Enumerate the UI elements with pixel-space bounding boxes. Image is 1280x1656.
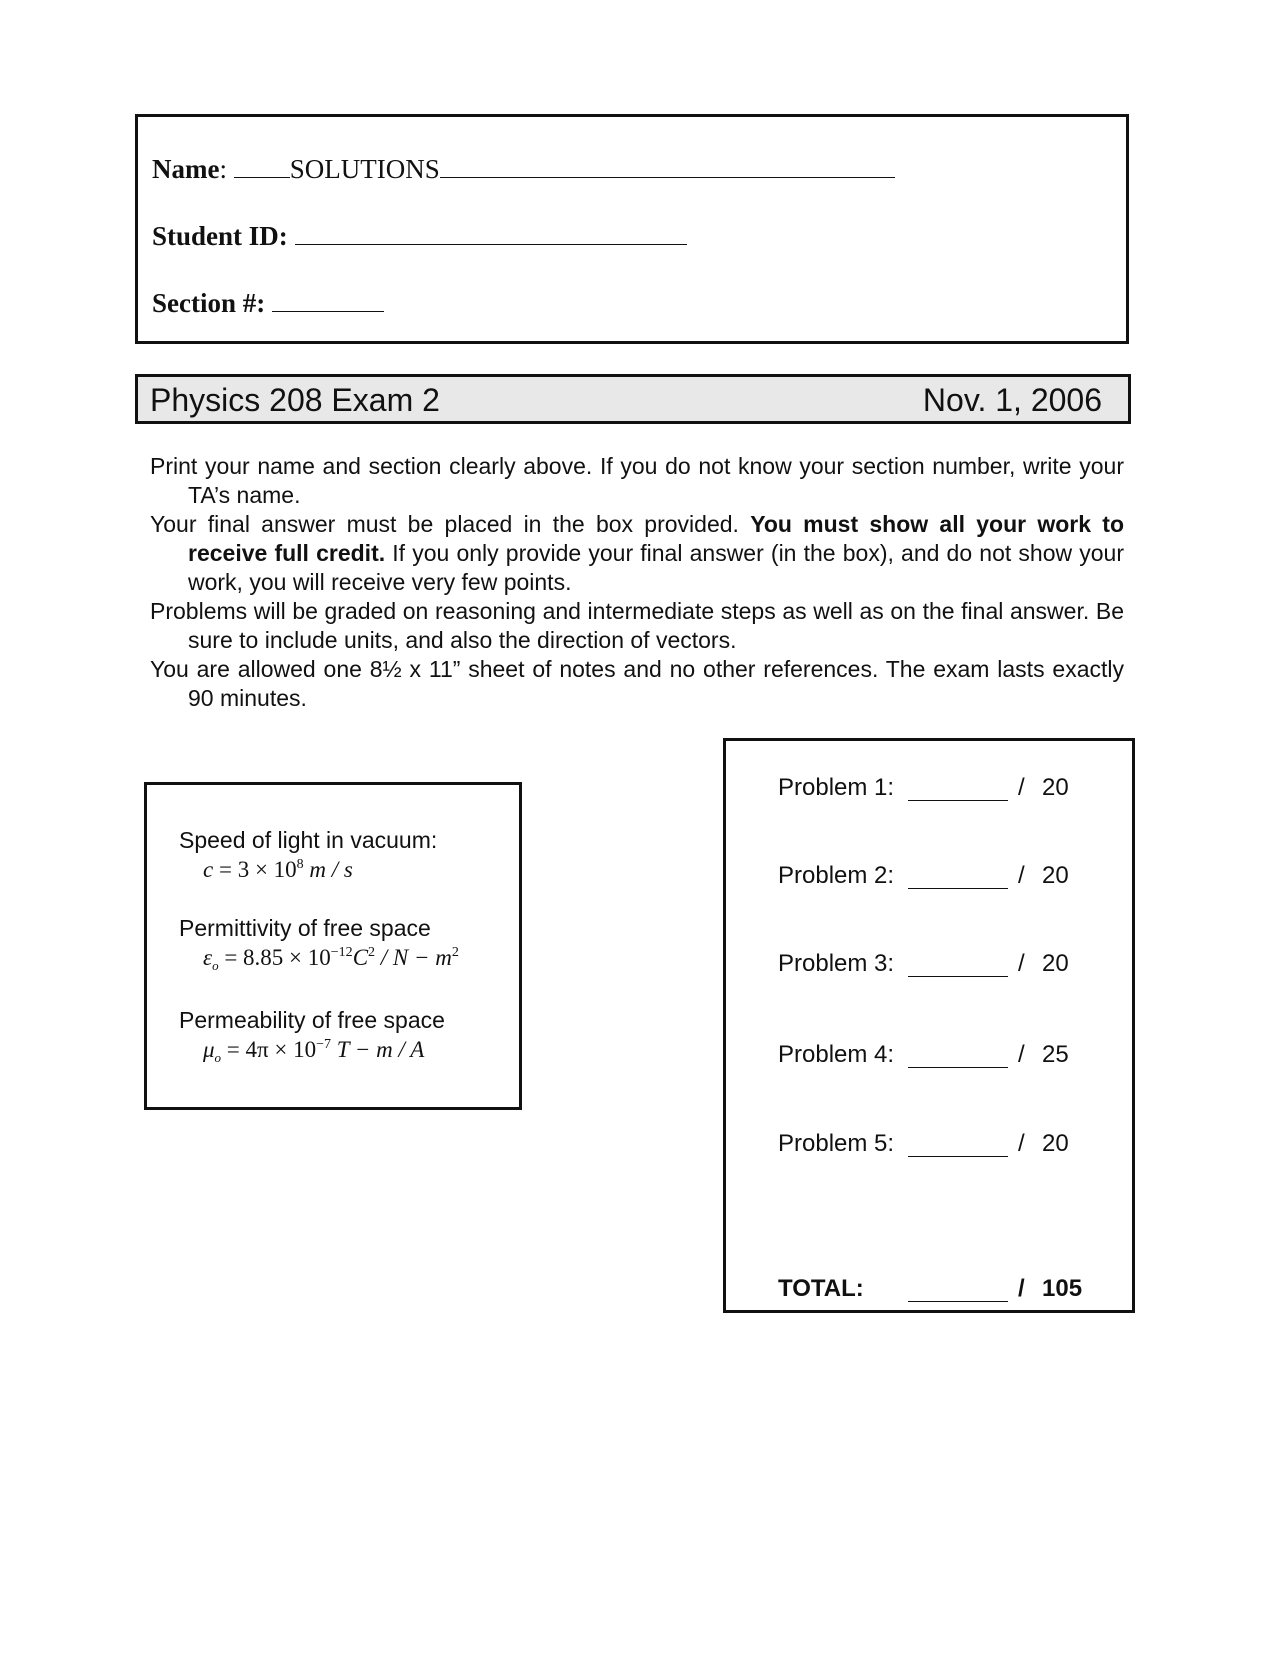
- total-slash: /: [1018, 1275, 1025, 1302]
- permittivity-subscript: o: [212, 958, 219, 973]
- instruction-2-text-a: Your final answer must be placed in the box provided.: [150, 511, 751, 537]
- score-slash: /: [1018, 1041, 1025, 1068]
- instruction-2-bold: You must show all your work to receive full credit.: [188, 511, 1125, 566]
- exam-title: Physics 208 Exam 2: [150, 382, 440, 418]
- score-blank[interactable]: [908, 976, 1008, 977]
- name-label: Name: [152, 154, 220, 184]
- name-value[interactable]: SOLUTIONS: [289, 154, 440, 184]
- score-label: Problem 3:: [778, 950, 895, 977]
- total-label: TOTAL:: [778, 1275, 864, 1302]
- score-max: 25: [1042, 1041, 1069, 1068]
- section-blank[interactable]: [272, 285, 384, 312]
- permittivity-unit-rest: / N − m: [375, 945, 452, 970]
- instruction-1: Print your name and section clearly above. If you do not know your section number, write your TA’s name.: [150, 453, 1124, 508]
- permittivity-unit-m-exp: 2: [451, 945, 459, 960]
- score-slash: /: [1018, 1130, 1025, 1157]
- light-value: = 3 × 10: [213, 857, 297, 882]
- score-blank[interactable]: [908, 1156, 1008, 1157]
- score-box: [723, 738, 1135, 1313]
- score-row-problem-3: [778, 950, 1118, 980]
- total-blank[interactable]: [908, 1301, 1008, 1302]
- score-row-problem-5: [778, 1130, 1118, 1160]
- score-blank[interactable]: [908, 888, 1008, 889]
- score-row-problem-2: [778, 862, 1118, 892]
- exam-title-bar: [135, 374, 1131, 424]
- light-exponent: 8: [296, 857, 304, 872]
- permittivity-exponent: −12: [330, 945, 353, 960]
- section-field: [152, 285, 384, 319]
- light-unit: m / s: [303, 857, 353, 882]
- score-label: Problem 5:: [778, 1130, 895, 1157]
- permittivity-unit-c-exp: 2: [368, 945, 376, 960]
- exam-date: Nov. 1, 2006: [922, 382, 1102, 418]
- student-id-label: Student ID:: [152, 221, 288, 251]
- permeability-unit: T − m / A: [331, 1037, 425, 1062]
- student-info-box: [135, 114, 1129, 344]
- score-slash: /: [1018, 774, 1025, 801]
- instruction-4: You are allowed one 8½ x 11” sheet of notes and no other references. The exam lasts exactly 90 minutes.: [150, 656, 1124, 711]
- permeability-exponent: −7: [316, 1037, 332, 1052]
- score-row-problem-1: [778, 774, 1118, 804]
- score-slash: /: [1018, 950, 1025, 977]
- light-label: Speed of light in vacuum:: [179, 827, 438, 853]
- score-row-problem-4: [778, 1041, 1118, 1071]
- name-blank-trailing[interactable]: [440, 151, 895, 178]
- score-blank[interactable]: [908, 1067, 1008, 1068]
- student-id-blank[interactable]: [295, 218, 687, 245]
- permittivity-unit-c: C: [352, 945, 369, 970]
- permeability-subscript: o: [214, 1050, 222, 1065]
- score-label: Problem 2:: [778, 862, 895, 889]
- score-blank[interactable]: [908, 800, 1008, 801]
- total-max: 105: [1042, 1275, 1083, 1302]
- light-symbol: c: [203, 857, 214, 882]
- instruction-3: Problems will be graded on reasoning and intermediate steps as well as on the final answer. Be sure to include units, and also the direction of vectors.: [150, 598, 1124, 653]
- permittivity-label: Permittivity of free space: [179, 915, 431, 941]
- section-label: Section #:: [152, 288, 266, 318]
- score-max: 20: [1042, 1130, 1069, 1157]
- light-equation: [203, 857, 353, 883]
- name-blank-leading[interactable]: [234, 151, 290, 178]
- student-id-field: [152, 218, 687, 252]
- instruction-2-text-b: If you only provide your final answer (in the box), and do not show your work, you will receive very few points.: [188, 540, 1124, 595]
- score-max: 20: [1042, 950, 1069, 977]
- score-label: Problem 4:: [778, 1041, 895, 1068]
- score-row-total: [778, 1275, 1118, 1305]
- name-field: [152, 151, 895, 185]
- permittivity-value: = 8.85 × 10: [218, 945, 331, 970]
- permeability-label: Permeability of free space: [179, 1007, 445, 1033]
- name-colon: :: [219, 154, 227, 184]
- permeability-equation: [203, 1037, 424, 1066]
- permittivity-equation: [203, 945, 459, 974]
- permeability-symbol: μ: [203, 1037, 215, 1062]
- instructions: [150, 452, 1124, 713]
- permeability-value: = 4π × 10: [221, 1037, 317, 1062]
- constants-box: [144, 782, 522, 1110]
- score-max: 20: [1042, 862, 1069, 889]
- score-max: 20: [1042, 774, 1069, 801]
- score-label: Problem 1:: [778, 774, 895, 801]
- permittivity-symbol: ε: [203, 945, 213, 970]
- score-slash: /: [1018, 862, 1025, 889]
- instruction-2: [150, 510, 1124, 597]
